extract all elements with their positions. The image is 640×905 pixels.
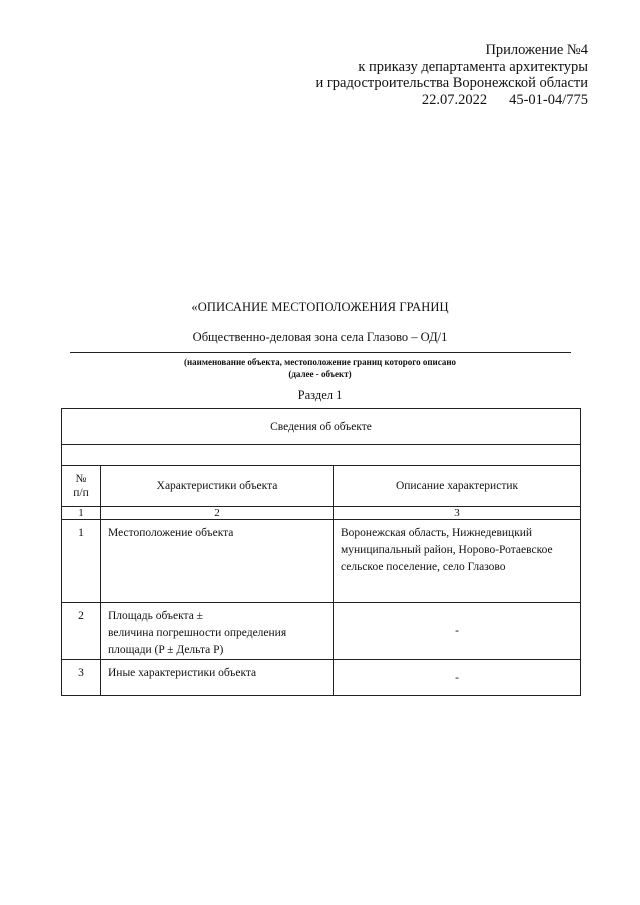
order-date: 22.07.2022 [421,91,488,108]
table-title: Сведения об объекте [62,409,581,445]
order-reference-line: к приказу департамента архитектуры [358,58,588,75]
row-description: Воронежская область, Нижнедевицкий муниципальный район, Норово-Ротаевское сельское поселение, село Глазово [334,520,581,603]
table-row [62,660,581,696]
empty-cell [62,445,581,466]
table-title-row [62,409,581,445]
column-number: 3 [334,507,581,520]
department-line: и градостроительства Воронежской области [315,75,588,91]
row-characteristic: Площадь объекта ± величина погрешности определения площади (P ± Дельта P) [101,603,334,660]
header-characteristic: Характеристики объекта [101,466,334,507]
row-characteristic: Местоположение объекта [101,520,334,603]
object-caption [0,356,640,380]
header-number: № п/п [62,466,101,507]
date-number-line [315,92,588,109]
row-number: 2 [62,603,101,660]
section-label: Раздел 1 [297,388,343,402]
table-row [62,520,581,603]
table-empty-row [62,445,581,466]
object-info-table [61,408,581,696]
row-characteristic: Иные характеристики объекта [101,660,334,696]
row-number: 3 [62,660,101,696]
underline-divider [70,352,571,353]
table-row [62,603,581,660]
caption-line-1: (наименование объекта, местоположение границ которого описано [183,357,457,367]
order-number: 45-01-04/775 [509,91,588,108]
document-header [315,42,588,108]
column-number: 2 [101,507,334,520]
row-description: - [334,660,581,696]
document-title: «ОПИСАНИЕ МЕСТОПОЛОЖЕНИЯ ГРАНИЦ [191,300,449,314]
row-description: - [334,603,581,660]
appendix-label: Приложение №4 [485,42,588,58]
object-name: Общественно-деловая зона села Глазово – ОД/1 [192,330,448,344]
caption-line-2: (далее - объект) [288,369,352,379]
header-description: Описание характеристик [334,466,581,507]
column-number: 1 [62,507,101,520]
row-number: 1 [62,520,101,603]
column-number-row [62,507,581,520]
table-header-row [62,466,581,507]
